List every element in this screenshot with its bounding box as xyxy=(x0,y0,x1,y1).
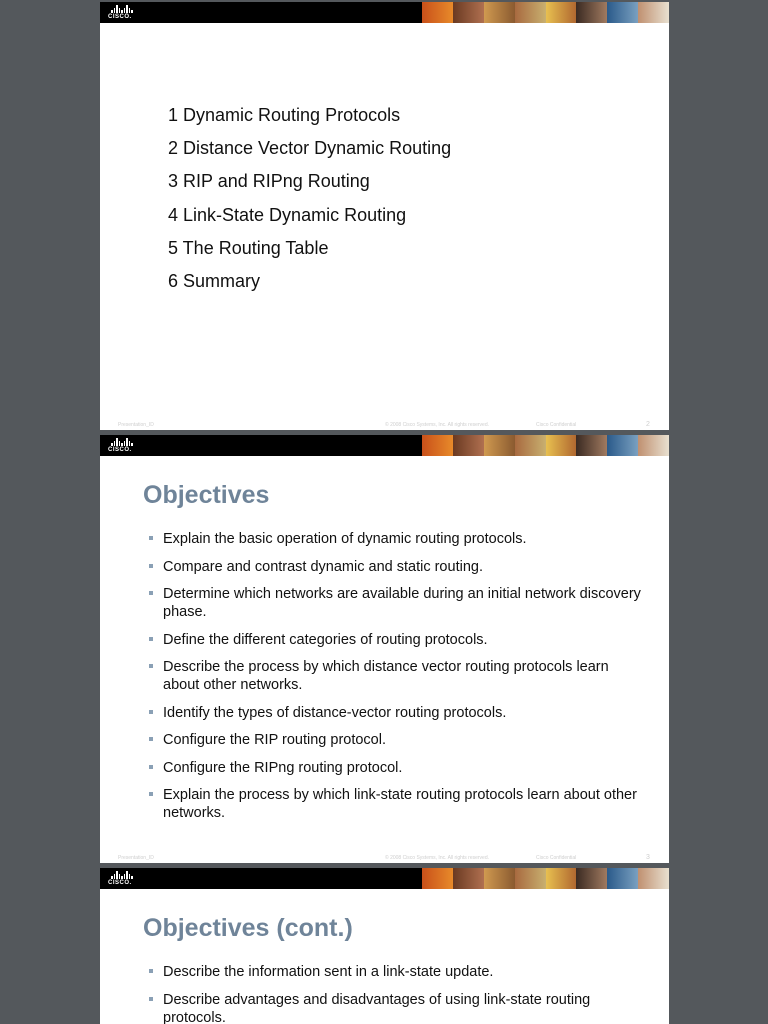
slide-banner xyxy=(100,868,669,889)
bullet-icon xyxy=(149,637,153,641)
cisco-logo-icon: CISCO. xyxy=(108,871,142,887)
banner-photo-strip xyxy=(422,2,669,23)
bullet-icon xyxy=(149,737,153,741)
list-item: Configure the RIPng routing protocol. xyxy=(148,759,648,777)
bullet-icon xyxy=(149,564,153,568)
slide-objectives xyxy=(100,435,669,863)
slide-title: Objectives (cont.) xyxy=(143,914,353,942)
agenda-item: 5 The Routing Table xyxy=(168,237,329,258)
bullet-icon xyxy=(149,765,153,769)
bullet-icon xyxy=(149,969,153,973)
banner-photo-strip xyxy=(422,435,669,456)
agenda-item: 2 Distance Vector Dynamic Routing xyxy=(168,138,452,159)
slide-footer xyxy=(100,853,669,863)
list-item: Identify the types of distance-vector routing protocols. xyxy=(148,704,648,722)
slide-agenda xyxy=(100,2,669,430)
footer-page-number: 2 xyxy=(646,421,650,428)
bullet-icon xyxy=(149,591,153,595)
footer-confidential: Cisco Confidential xyxy=(536,855,577,861)
agenda-item: 3 RIP and RIPng Routing xyxy=(168,171,370,192)
list-item: Define the different categories of routing protocols. xyxy=(148,631,648,649)
slide-footer xyxy=(100,420,669,430)
footer-page-number: 3 xyxy=(646,854,650,861)
slide-objectives-cont xyxy=(100,868,669,1024)
footer-confidential: Cisco Confidential xyxy=(536,422,577,428)
footer-copyright: © 2008 Cisco Systems, Inc. All rights reserved. xyxy=(385,422,490,428)
footer-copyright: © 2008 Cisco Systems, Inc. All rights reserved. xyxy=(385,855,490,861)
list-item: Compare and contrast dynamic and static routing. xyxy=(148,558,648,576)
bullet-icon xyxy=(149,536,153,540)
agenda-item: 1 Dynamic Routing Protocols xyxy=(168,105,401,125)
objectives-list xyxy=(148,530,648,832)
bullet-icon xyxy=(149,664,153,668)
list-item: Explain the process by which link-state routing protocols learn about other networks. xyxy=(148,786,648,822)
agenda-item: 6 Summary xyxy=(168,270,261,291)
bullet-icon xyxy=(149,792,153,796)
cisco-logo-icon: CISCO. xyxy=(108,438,142,454)
agenda-item: 4 Link-State Dynamic Routing xyxy=(168,204,407,225)
slide-title: Objectives xyxy=(143,481,270,509)
bullet-icon xyxy=(149,710,153,714)
list-item: Describe the process by which distance vector routing protocols learn about other networks. xyxy=(148,658,648,694)
slide-banner xyxy=(100,2,669,23)
objectives-list xyxy=(148,963,648,1024)
list-item: Describe advantages and disadvantages of using link-state routing protocols. xyxy=(148,991,648,1024)
agenda-list xyxy=(168,103,451,302)
list-item: Configure the RIP routing protocol. xyxy=(148,731,648,749)
banner-photo-strip xyxy=(422,868,669,889)
slide-banner xyxy=(100,435,669,456)
list-item: Explain the basic operation of dynamic routing protocols. xyxy=(148,530,648,548)
footer-presentation-id: Presentation_ID xyxy=(118,855,154,861)
footer-presentation-id: Presentation_ID xyxy=(118,422,154,428)
bullet-icon xyxy=(149,997,153,1001)
list-item: Determine which networks are available during an initial network discovery phase. xyxy=(148,585,648,621)
cisco-logo-icon: CISCO. xyxy=(108,5,142,21)
list-item: Describe the information sent in a link-state update. xyxy=(148,963,648,981)
